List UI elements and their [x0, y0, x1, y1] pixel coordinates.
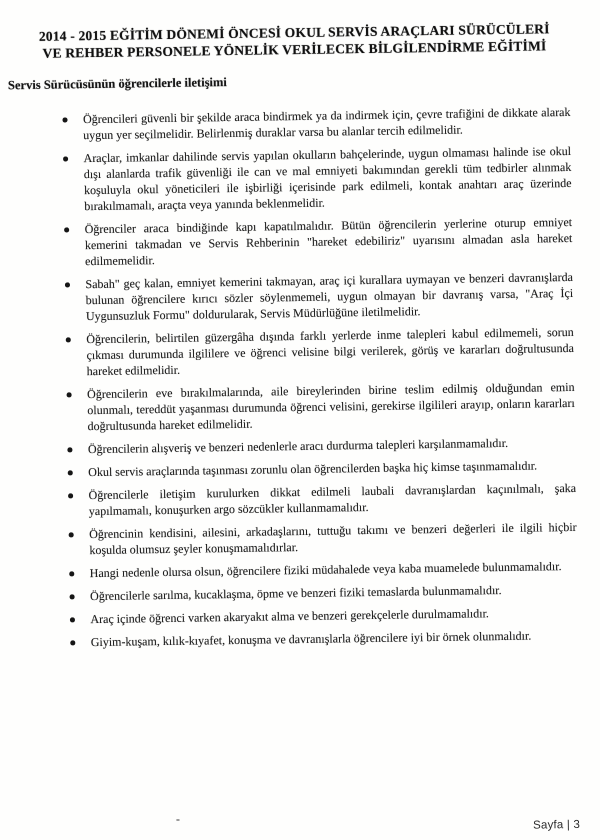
list-item-text: Öğrencilerle sarılma, kucaklaşma, öpme ve benzeri fiziki temaslarda bulunmamalıdır. — [89, 583, 502, 604]
list-item-text: Okul servis araçlarında taşınması zorunlu olan öğrencilerden başka hiç kimse taşınmamalıdır. — [88, 458, 538, 480]
list-item — [68, 558, 577, 582]
bullet-icon — [66, 337, 71, 342]
document-title — [12, 20, 576, 62]
bullet-icon — [70, 594, 75, 599]
page-number: Sayfa | 3 — [532, 818, 581, 832]
bullet-icon — [65, 282, 70, 287]
bullet-icon — [68, 493, 73, 498]
list-item-text: Araç içinde öğrenci varken akaryakıt alma ve benzeri gerekçelerle durulmamalıdır. — [90, 606, 489, 627]
list-item — [65, 324, 575, 380]
section-heading: Servis Sürücüsünün öğrencilerle iletişimi — [7, 75, 227, 93]
list-item-text: Öğrencinin kendisini, ailesini, arkadaşlarını, tuttuğu takımı ve benzeri değerleri ile ilgili hiçbir koşulda olumsuz şeyler konuşmamalıdırlar. — [89, 519, 577, 558]
list-item-text: Sabah" geç kalan, emniyet kemerini takmayan, araç içi kurallara uymayan ve benzeri davranışlarda bulunan öğrencilere kırıcı sözler söylenmemeli, uygun olmayan bir davranış varsa, "Araç İçi Uygunsuzluk Formu" doldurularak, Servis Müdürlüğüne iletilmelidir. — [85, 269, 574, 324]
list-item — [67, 457, 576, 481]
list-item — [64, 269, 574, 325]
list-item — [68, 519, 577, 559]
bullet-list — [61, 104, 578, 650]
list-item-text: Öğrenciler araca bindiğinde kapı kapatılmalıdır. Bütün öğrencilerin yerlerine oturup emniyet kemerini takmadan ve Servis Rehberinin "hareket edebiliriz" uyarısını almadan asla hareket edilmemelidir. — [84, 214, 573, 269]
list-item — [69, 604, 578, 628]
list-item — [69, 627, 578, 651]
list-item-text: Öğrencilerle iletişim kurulurken dikkat edilmeli laubali davranışlardan kaçınılmalı, şaka yapılmamalı, konuşurken argo sözcükler kullanmamalıdır. — [88, 480, 577, 519]
list-item — [67, 480, 576, 520]
list-item-text: Öğrencilerin, belirtilen güzergâha dışında farklı yerlerde inme talepleri kabul edilmemeli, sorun çıkması durumunda ilgililere ve öğrenci velisine bilgi verilerek, görüş ve kararları doğrultusunda hareket edilmelidir. — [86, 324, 575, 379]
list-item-text: Öğrencilerin eve bırakılmalarında, aile bireylerinden birine teslim edilmiş olduğundan emin olunmalı, tereddüt yaşanması durumunda öğrenci velisini, gerekirse ilgilileri arayıp, onların kararları doğrultusunda hareket edilmelidir. — [86, 379, 575, 434]
bullet-icon — [63, 156, 68, 161]
list-item-text: Öğrencilerin alışveriş ve benzeri nedenlerle aracı durdurma talepleri karşılanmamalıdır. — [87, 435, 509, 457]
title-line-2: VE REHBER PERSONELE YÖNELİK VERİLECEK BİLGİLENDİRME EĞİTİMİ — [42, 38, 547, 61]
list-item — [61, 104, 570, 144]
list-item — [68, 581, 577, 605]
bullet-icon — [64, 227, 69, 232]
bullet-icon — [70, 640, 75, 645]
list-item-text: Araçlar, imkanlar dahilinde servis yapılan okulların bahçelerinde, uygun olmaması halinde ise okul dışı alanlarda trafik güvenliği ile can ve mal emniyeti bakımından gerekli tüm tedbirler alınmak koşuluyla okul yöneticileri ile işbirliği içerisinde park edilmeli, kontak anahtarı araç üzerinde bırakılmamalı, araçta veya yanında beklenmelidir. — [83, 143, 572, 214]
bullet-icon — [68, 470, 73, 475]
list-item — [65, 379, 575, 435]
scan-artifact-mark: - — [175, 811, 181, 826]
list-item — [63, 214, 573, 270]
bullet-icon — [69, 571, 74, 576]
bullet-icon — [67, 392, 72, 397]
bullet-icon — [67, 447, 72, 452]
bullet-icon — [62, 117, 67, 122]
list-item — [66, 434, 575, 458]
list-item-text: Hangi nedenle olursa olsun, öğrencilere fiziki müdahalede veya kaba muamelede bulunmamalıdır. — [89, 559, 562, 581]
list-item-text: Öğrencileri güvenli bir şekilde araca bindirmek ya da indirmek için, çevre trafiğini de dikkate alarak uygun yer seçilmelidir. Belirlenmiş duraklar varsa bu alanlar tercih edilmelidir. — [82, 104, 571, 143]
bullet-icon — [70, 617, 75, 622]
list-item — [62, 143, 572, 215]
list-item-text: Giyim-kuşam, kılık-kıyafet, konuşma ve davranışlarla öğrencilere iyi bir örnek olunmalıdır. — [90, 628, 532, 650]
bullet-icon — [69, 532, 74, 537]
title-line-1: 2014 - 2015 EĞİTİM DÖNEMİ ÖNCESİ OKUL SERVİS ARAÇLARI SÜRÜCÜLERİ — [38, 21, 550, 44]
